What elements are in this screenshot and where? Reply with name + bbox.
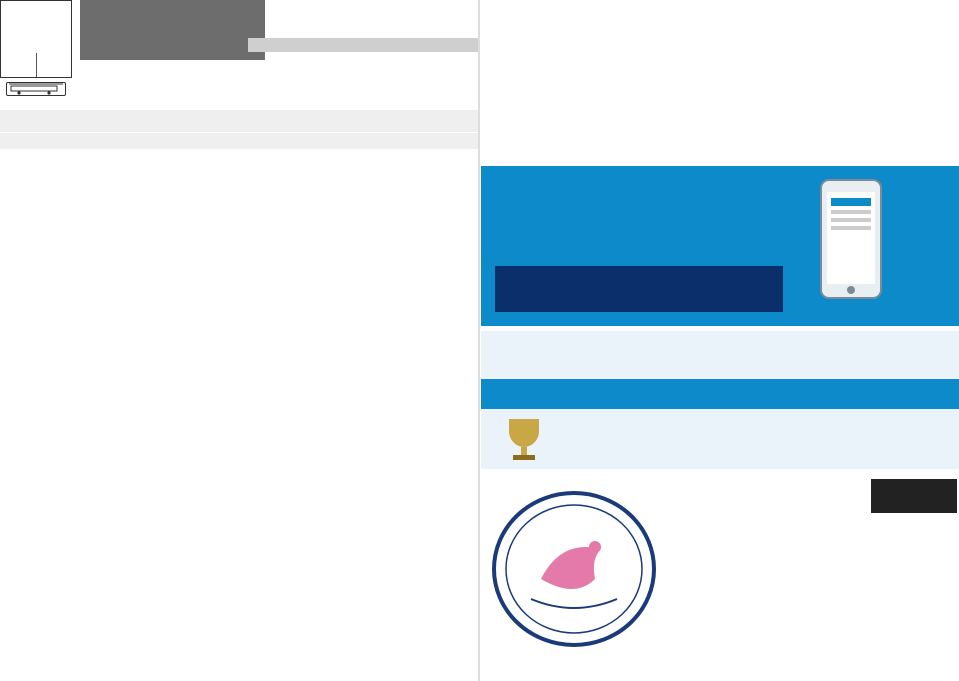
program-page-left [0, 0, 478, 681]
ad-damklubb [481, 469, 959, 667]
bet-types-bar [248, 38, 478, 52]
trophy-icon [489, 415, 559, 463]
page-spine [478, 0, 480, 681]
start-car-icon [6, 82, 66, 96]
divider [36, 53, 37, 77]
tvilling-grid [0, 133, 478, 149]
ad-nominate-owner [481, 331, 959, 469]
ostersunds-travet-logo [871, 479, 957, 513]
ad-nominate-banner [481, 379, 959, 409]
ad-strip [495, 266, 783, 312]
ad-v64-package [481, 166, 959, 326]
damklubb-badge-icon [491, 489, 657, 649]
race-number-box [0, 0, 72, 78]
v64-banner [80, 0, 265, 60]
odds-grid [0, 110, 478, 132]
program-page-right [481, 0, 959, 681]
phone-illustration-icon [781, 174, 911, 309]
